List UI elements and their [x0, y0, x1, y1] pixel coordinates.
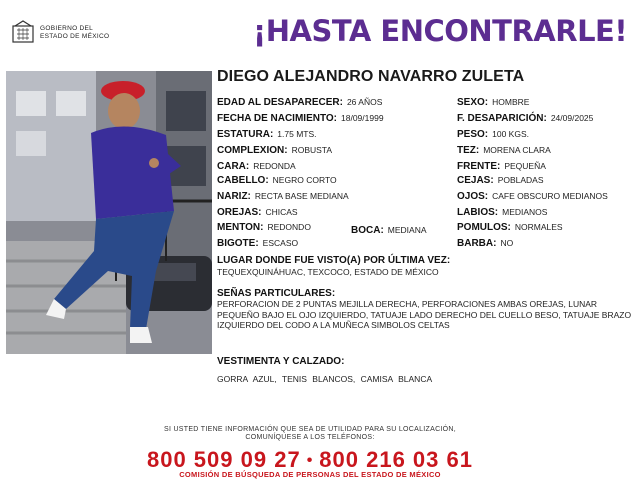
field-fecha-nacimiento	[217, 110, 384, 126]
person-name: DIEGO ALEJANDRO NAVARRO ZULETA	[217, 68, 525, 85]
field-cejas	[457, 172, 544, 188]
field-orejas	[217, 204, 298, 220]
field-menton	[217, 219, 311, 235]
last-seen-title: LUGAR DONDE FUE VISTO(A) POR ÚLTIMA VEZ:	[217, 255, 451, 266]
field-value: 24/09/2025	[550, 113, 594, 123]
clothing-title: VESTIMENTA Y CALZADO:	[217, 356, 345, 367]
field-value: CAFE OBSCURO MEDIANOS	[492, 191, 608, 201]
coat-of-arms-icon	[10, 20, 36, 46]
field-label: NARIZ:	[217, 191, 251, 202]
field-value: HOMBRE	[492, 97, 530, 107]
field-value: 1.75 MTS.	[277, 129, 317, 139]
clothing-text: GORRA AZUL, TENIS BLANCOS, CAMISA BLANCA	[217, 374, 433, 384]
contact-note-line-2: COMUNÍQUESE A LOS TELÉFONOS:	[245, 434, 375, 441]
field-label: SEXO:	[457, 97, 489, 108]
field-complexion	[217, 142, 332, 158]
field-value: NO	[500, 238, 514, 248]
particular-signs-text: PERFORACION DE 2 PUNTAS MEJILLA DERECHA, PERFORACIONES AMBAS OREJAS, LUNAR PEQUEÑO BAJO EL OJO IZQUIERDO, TATUAJE LADO DERECHO DEL CUELLO BESO, TATUAJE BRAZO IZQUIERDO DEL CODO A LA MUÑECA SIMBOLOS CELTAS	[217, 299, 632, 330]
field-peso	[457, 126, 529, 142]
field-value: POBLADAS	[497, 175, 544, 185]
field-nariz	[217, 188, 349, 204]
field-label: BOCA:	[351, 225, 384, 236]
field-edad	[217, 94, 382, 110]
particular-signs-title: SEÑAS PARTICULARES:	[217, 288, 336, 299]
field-label: BARBA:	[457, 238, 497, 249]
field-value: NEGRO CORTO	[272, 175, 337, 185]
field-value: REDONDO	[267, 222, 311, 232]
field-fecha-desaparicion	[457, 110, 593, 126]
field-value: PEQUEÑA	[504, 161, 546, 171]
field-value: CHICAS	[265, 207, 298, 217]
field-value: ESCASO	[262, 238, 299, 248]
field-label: MENTON:	[217, 222, 264, 233]
field-label: PESO:	[457, 129, 489, 140]
field-label: CABELLO:	[217, 175, 269, 186]
field-value: 100 KGS.	[492, 129, 529, 139]
commission-footer: COMISIÓN DE BÚSQUEDA DE PERSONAS DEL ESTADO DE MÉXICO	[179, 470, 441, 479]
field-value: ROBUSTA	[291, 145, 333, 155]
logo-line-1: GOBIERNO DEL	[40, 25, 94, 32]
field-label: OREJAS:	[217, 207, 262, 218]
separator-dot: •	[306, 452, 314, 470]
field-value: NORMALES	[514, 222, 563, 232]
field-label: FRENTE:	[457, 161, 501, 172]
field-labios	[457, 204, 547, 220]
field-label: TEZ:	[457, 145, 480, 156]
field-value: MEDIANA	[387, 225, 427, 235]
contact-note-line-1: SI USTED TIENE INFORMACIÓN QUE SEA DE UTILIDAD PARA SU LOCALIZACIÓN,	[163, 426, 457, 433]
field-barba	[457, 235, 513, 251]
field-value: 26 AÑOS	[346, 97, 383, 107]
field-label: CEJAS:	[457, 175, 494, 186]
field-ojos	[457, 188, 608, 204]
field-pomulos	[457, 219, 563, 235]
field-value: RECTA BASE MEDIANA	[254, 191, 349, 201]
field-label: F. DESAPARICIÓN:	[457, 113, 547, 124]
field-label: LABIOS:	[457, 207, 499, 218]
field-value: 18/09/1999	[341, 113, 384, 123]
phone-number-2[interactable]: 800 216 03 61	[319, 447, 473, 472]
missing-person-photo	[6, 71, 212, 354]
field-label: BIGOTE:	[217, 238, 259, 249]
field-label: CARA:	[217, 161, 250, 172]
government-logo	[10, 18, 120, 48]
field-tez	[457, 142, 551, 158]
field-value: MEDIANOS	[502, 207, 548, 217]
headline: ¡HASTA ENCONTRARLE!	[253, 14, 628, 48]
field-label: EDAD AL DESAPARECER:	[217, 97, 343, 108]
field-label: FECHA DE NACIMIENTO:	[217, 113, 337, 124]
last-seen-text: TEQUEXQUINÁHUAC, TEXCOCO, ESTADO DE MÉXICO	[217, 267, 439, 277]
field-label: COMPLEXION:	[217, 145, 288, 156]
field-estatura	[217, 126, 317, 142]
field-label: POMULOS:	[457, 222, 511, 233]
logo-line-2: ESTADO DE MÉXICO	[40, 33, 110, 40]
field-label: ESTATURA:	[217, 129, 274, 140]
field-boca	[351, 222, 427, 238]
field-cabello	[217, 172, 337, 188]
field-value: MORENA CLARA	[483, 145, 551, 155]
field-label: OJOS:	[457, 191, 489, 202]
field-sexo	[457, 94, 529, 110]
field-bigote	[217, 235, 298, 251]
phone-number-1[interactable]: 800 509 09 27	[146, 447, 301, 472]
field-value: REDONDA	[253, 161, 296, 171]
